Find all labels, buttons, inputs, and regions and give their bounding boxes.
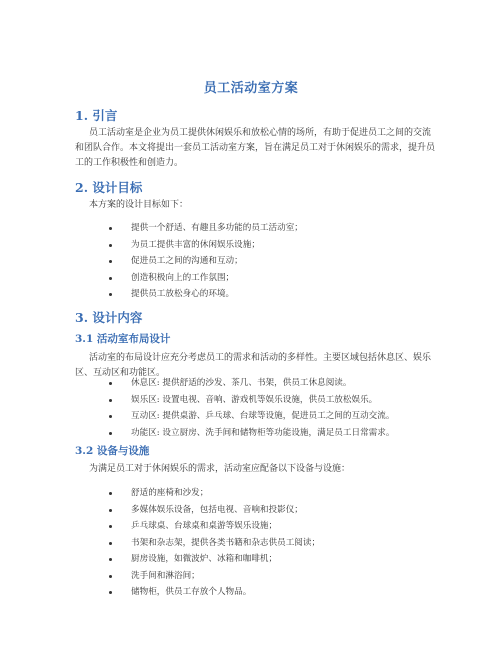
list-item: 储物柜，供员工存放个人物品。 — [105, 584, 320, 601]
design-goals-list — [105, 220, 303, 303]
subsection-paragraph-layout: 活动室的布局设计应充分考虑员工的需求和活动的多样性。主要区域包括休息区、娱乐区、互动区和功能区。 — [75, 353, 432, 378]
list-item: 功能区: 设立厨房、洗手间和储物柜等功能设施，满足员工日常需求。 — [105, 425, 394, 442]
list-item: 舒适的座椅和沙发； — [105, 485, 320, 502]
list-item: 乒乓球桌、台球桌和桌游等娱乐设施； — [105, 518, 320, 535]
list-item: 创造积极向上的工作氛围； — [105, 270, 303, 287]
list-item: 娱乐区: 设置电视、音响、游戏机等娱乐设施，供员工放松娱乐。 — [105, 392, 394, 409]
list-item: 提供一个舒适、有趣且多功能的员工活动室； — [105, 220, 303, 237]
subsection-heading-equipment: 3.2 设备与设施 — [75, 445, 150, 457]
list-item: 互动区: 提供桌游、乒乓球、台球等设施，促进员工之间的互动交流。 — [105, 408, 394, 425]
list-item: 促进员工之间的沟通和互动； — [105, 253, 303, 270]
list-item: 为员工提供丰富的休闲娱乐设施； — [105, 237, 303, 254]
section-paragraph-introduction: 员工活动室是企业为员工提供休闲娱乐和放松心情的场所，有助于促进员工之间的交流和团队合作。本文将提出一套员工活动室方案，旨在满足员工对于休闲娱乐的需求，提升员工的工作积极性和创造力。 — [75, 128, 436, 168]
list-item: 休息区: 提供舒适的沙发、茶几、书架，供员工休息阅读。 — [105, 375, 394, 392]
section-heading-design-goals: 2. 设计目标 — [75, 180, 143, 195]
section-heading-introduction: 1. 引言 — [75, 108, 118, 123]
document-title: 员工活动室方案 — [203, 81, 299, 96]
equipment-intro: 为满足员工对于休闲娱乐的需求，活动室应配备以下设备与设施： — [89, 464, 351, 474]
section-heading-design-content: 3. 设计内容 — [75, 310, 143, 325]
list-item: 多媒体娱乐设备，包括电视、音响和投影仪； — [105, 502, 320, 519]
list-item: 厨房设施，如微波炉、冰箱和咖啡机； — [105, 551, 320, 568]
layout-areas-list — [105, 375, 394, 441]
equipment-list — [105, 485, 320, 601]
design-goals-intro: 本方案的设计目标如下： — [89, 200, 189, 210]
list-item: 洗手间和淋浴间； — [105, 568, 320, 585]
list-item: 提供员工放松身心的环境。 — [105, 286, 303, 303]
subsection-heading-layout: 3.1 活动室布局设计 — [75, 333, 171, 345]
list-item: 书架和杂志架，提供各类书籍和杂志供员工阅读； — [105, 535, 320, 552]
